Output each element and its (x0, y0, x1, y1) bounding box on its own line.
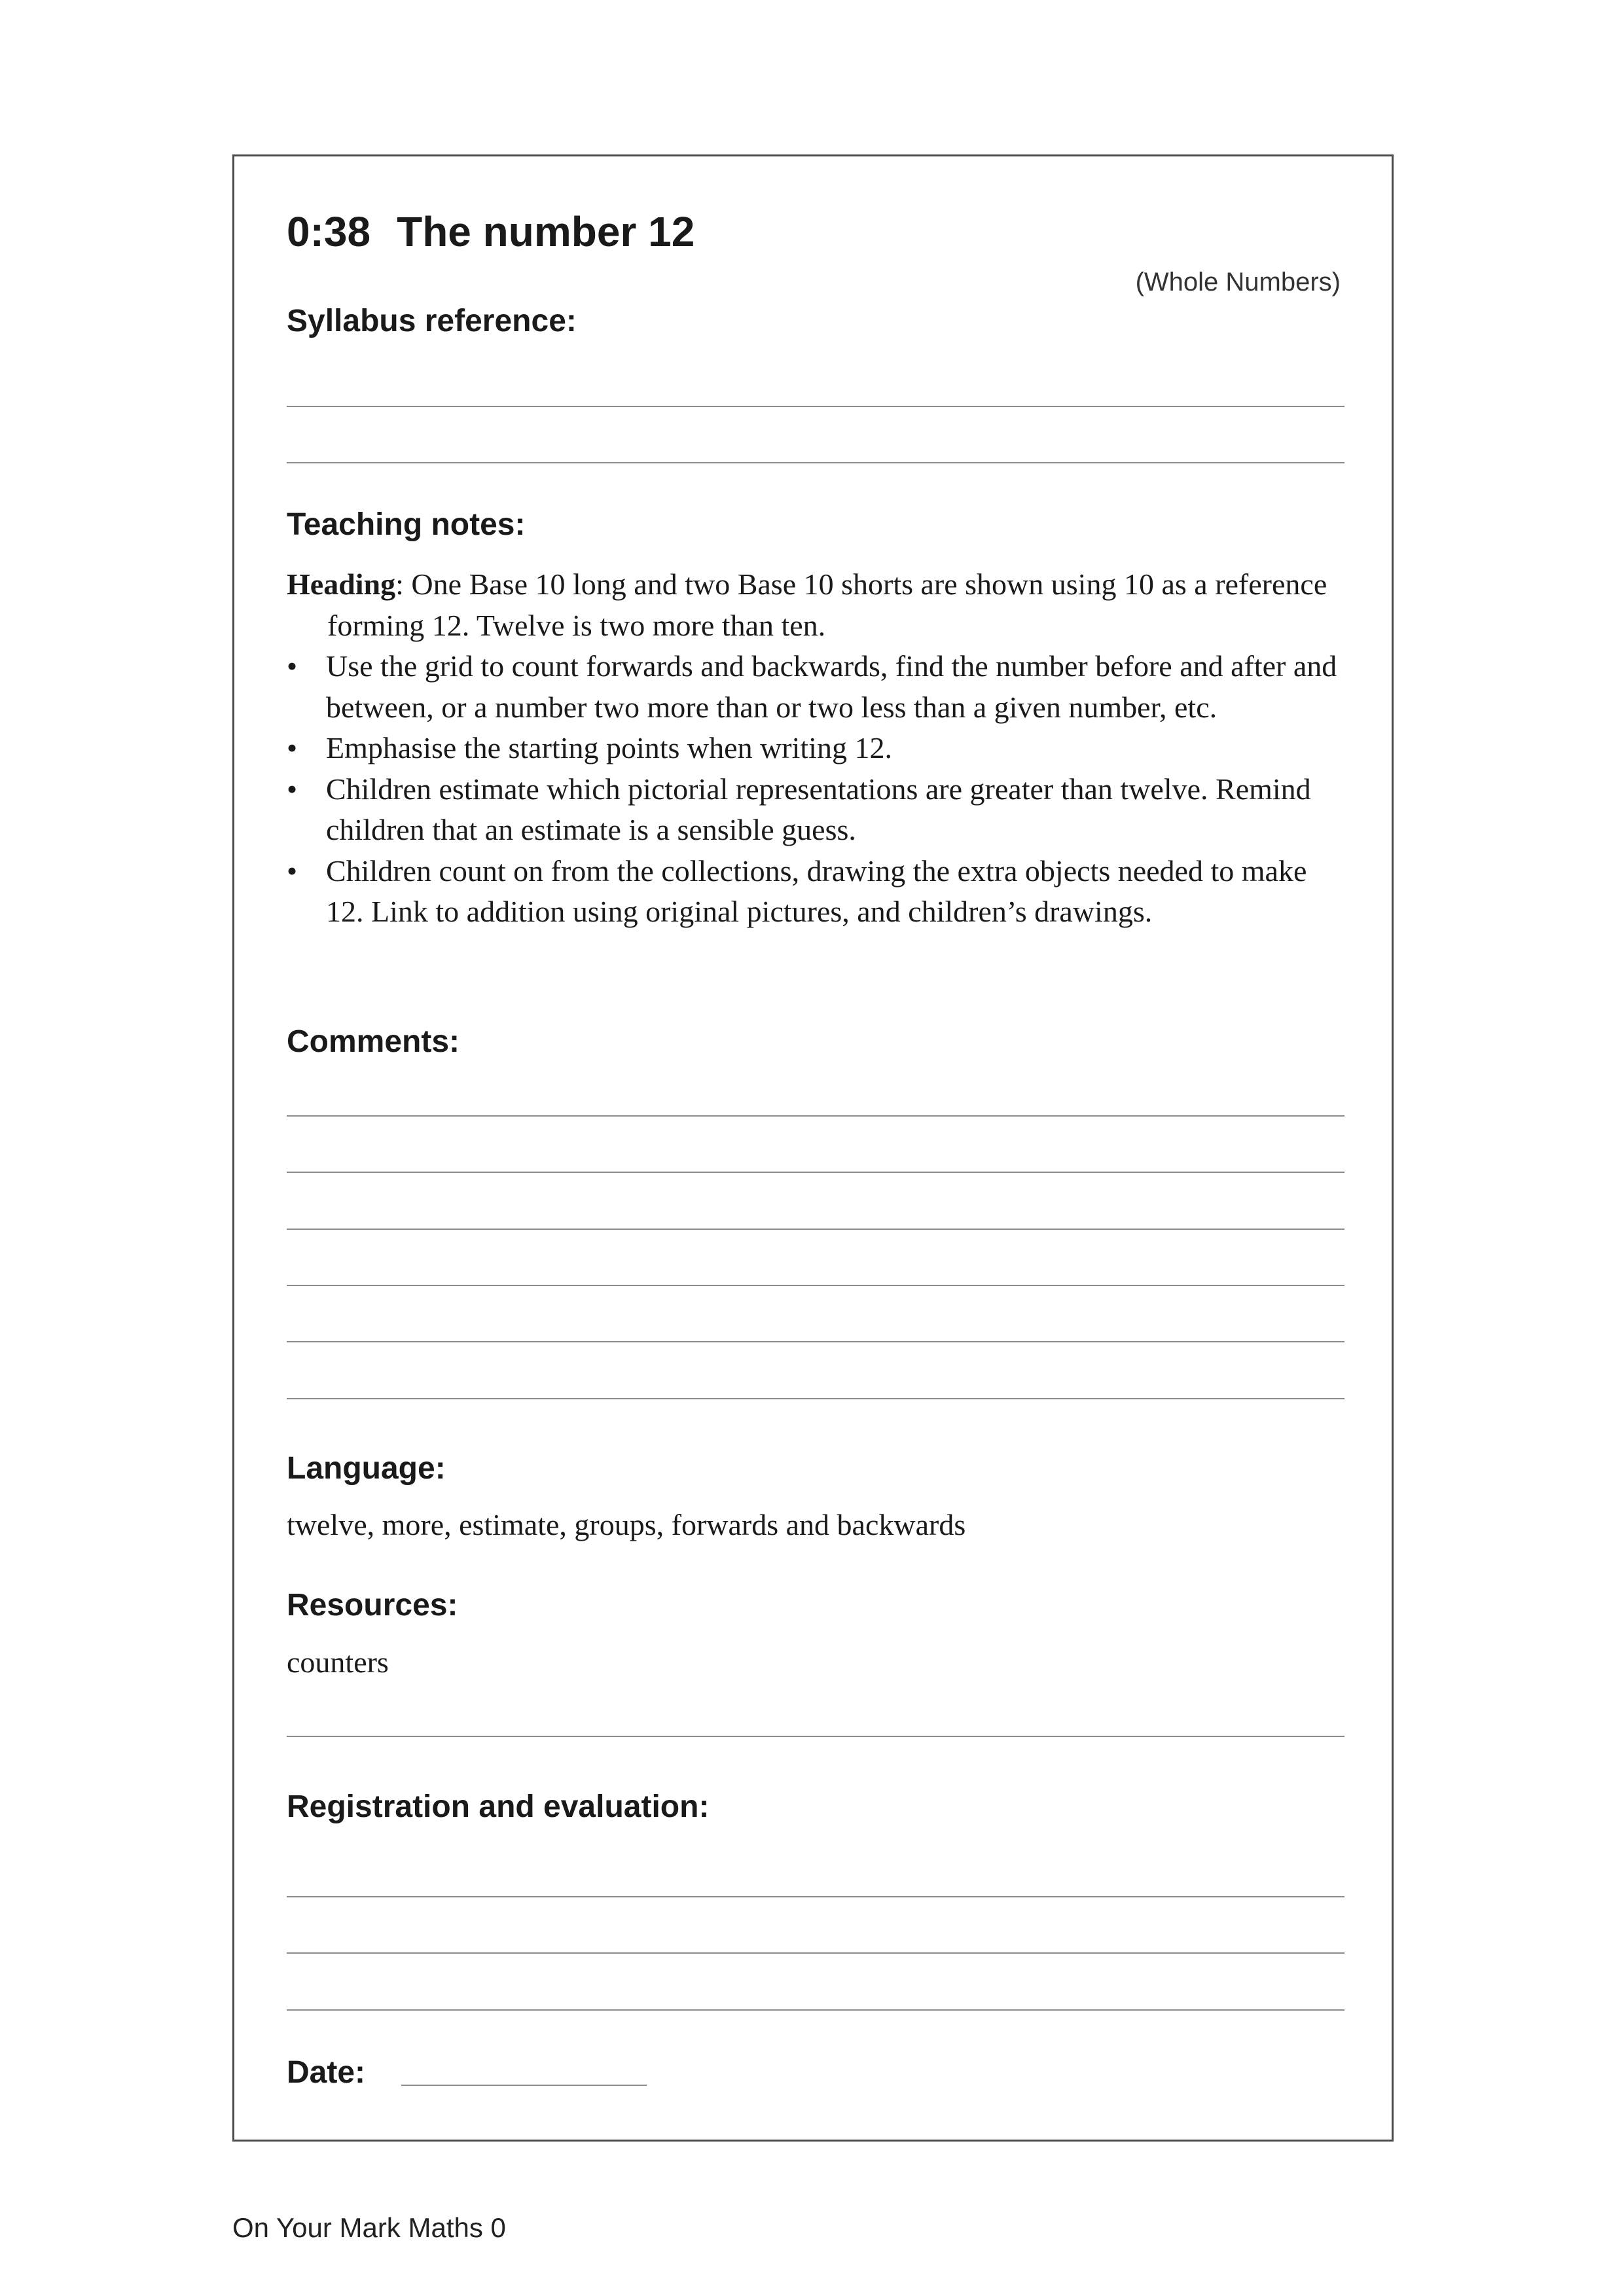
date-field-line[interactable] (401, 2085, 647, 2086)
lesson-title-text: The number 12 (397, 208, 695, 255)
teaching-notes-heading: Teaching notes: (287, 507, 526, 542)
heading-note-label: Heading (287, 567, 396, 601)
comments-write-line-1[interactable] (287, 1115, 1344, 1117)
syllabus-write-line-1[interactable] (287, 406, 1344, 407)
strand-label: (Whole Numbers) (1135, 268, 1341, 296)
list-item-text: Emphasise the starting points when writing 12. (326, 731, 892, 764)
bullet-icon: • (287, 731, 298, 764)
registration-write-line-2[interactable] (287, 1952, 1344, 1954)
comments-write-line-2[interactable] (287, 1172, 1344, 1173)
comments-write-line-3[interactable] (287, 1229, 1344, 1230)
list-item (287, 851, 1347, 933)
comments-write-line-4[interactable] (287, 1285, 1344, 1286)
lesson-number: 0:38 (287, 208, 371, 255)
list-item (287, 646, 1347, 728)
registration-evaluation-heading: Registration and evaluation: (287, 1789, 710, 1824)
comments-write-line-5[interactable] (287, 1341, 1344, 1342)
registration-write-line-1[interactable] (287, 1896, 1344, 1897)
language-heading: Language: (287, 1451, 446, 1486)
registration-write-line-3[interactable] (287, 2009, 1344, 2011)
language-text: twelve, more, estimate, groups, forwards and backwards (287, 1508, 966, 1541)
bullet-icon: • (287, 649, 298, 683)
syllabus-reference-heading: Syllabus reference: (287, 304, 577, 338)
list-item-text: Use the grid to count forwards and backwards, find the number before and after and between, or a number two more than or two less than a given number, etc. (326, 649, 1337, 724)
syllabus-write-line-2[interactable] (287, 462, 1344, 463)
list-item (287, 728, 1347, 769)
bullet-icon: • (287, 772, 298, 806)
resources-heading: Resources: (287, 1588, 458, 1623)
list-item (287, 769, 1347, 851)
list-item-text: Children estimate which pictorial representations are greater than twelve. Remind children that an estimate is a sensible guess. (326, 772, 1311, 846)
resources-text: counters (287, 1645, 389, 1679)
date-label: Date: (287, 2055, 366, 2090)
page-footer: On Your Mark Maths 0 (232, 2212, 506, 2243)
lesson-title (287, 207, 695, 256)
list-item-text: Children count on from the collections, drawing the extra objects needed to make 12. Link to addition using original pictures, and children’s drawings. (326, 853, 1307, 928)
lesson-sheet-frame (232, 154, 1394, 2142)
comments-heading: Comments: (287, 1024, 460, 1059)
bullet-icon: • (287, 853, 298, 888)
resources-write-line[interactable] (287, 1736, 1344, 1737)
heading-note-text: : One Base 10 long and two Base 10 shorts are shown using 10 as a reference forming 12. Twelve is two more than ten. (327, 567, 1327, 642)
heading-note (287, 564, 1347, 646)
teaching-notes-body (287, 564, 1347, 933)
teaching-notes-list (287, 646, 1347, 933)
comments-write-line-6[interactable] (287, 1398, 1344, 1399)
